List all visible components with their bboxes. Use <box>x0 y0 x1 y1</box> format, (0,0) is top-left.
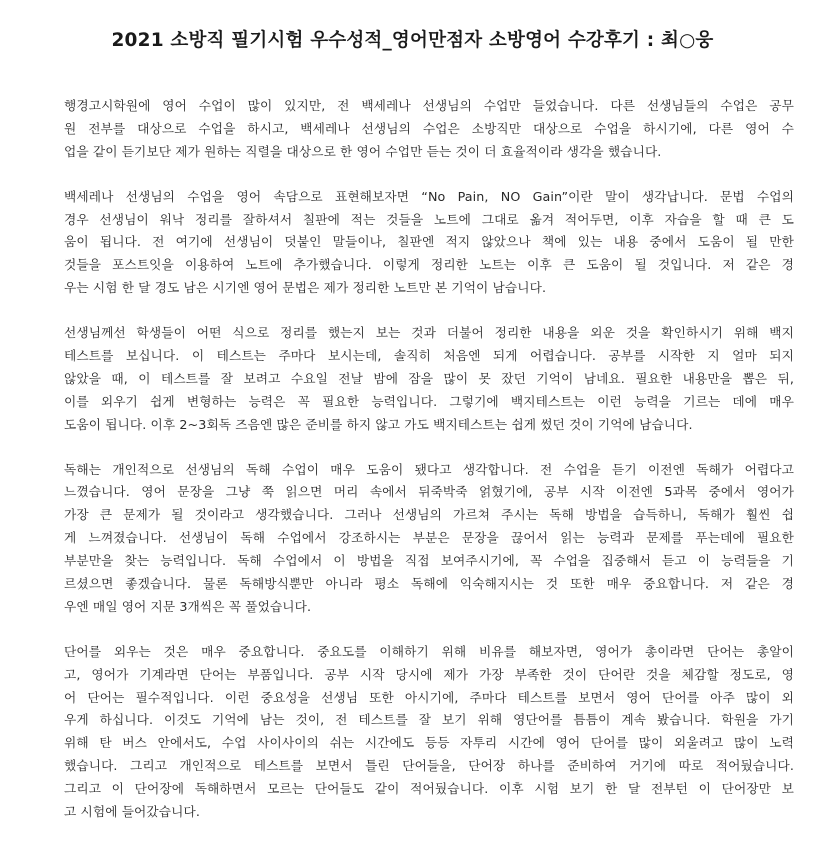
text-line: 고 시험에 들어갔습니다. <box>64 804 200 820</box>
text-line: 단어를 외우는 것은 매우 중요합니다. 중요도를 이해하기 위해 비유를 해보자면, 영어가 총이라면 단어는 총알이 <box>64 643 794 659</box>
text-line: 가장 큰 문제가 될 것이라고 생각했습니다. 그러나 선생님의 가르쳐 주시는 독해 방법을 습득하니, 독해가 훨씬 쉽 <box>64 507 794 523</box>
text-line: 행경고시학원에 영어 수업이 많이 있지만, 전 백세레나 선생님의 수업만 들었습니다. 다른 선생님들의 수업은 공무 <box>64 98 794 113</box>
text-line: 않았을 때, 이 테스트를 잘 보려고 수요일 전날 밤에 잠을 많이 못 잤던 기억이 남네요. 필요한 내용만을 뽑은 뒤, <box>64 370 794 386</box>
text-line: 게 느껴졌습니다. 선생님이 독해 수업에서 강조하시는 부분은 문장을 끊어서 읽는 능력과 문제를 푸는데에 필요한 <box>64 530 794 546</box>
text-line: 그리고 이 단어장에 독해하면서 모르는 단어들도 같이 적어뒀습니다. 이후 시험 보기 한 달 전부턴 이 단어장만 보 <box>64 781 794 797</box>
text-line: 선생님께선 학생들이 어떤 식으로 정리를 했는지 보는 것과 더불어 정리한 내용을 외운 것을 확인하시기 위해 백지 <box>64 325 794 341</box>
text-line: 르셨으면 좋겠습니다. 물론 독해방식뿐만 아니라 평소 독해에 익숙해지시는 것 또한 매우 중요합니다. 저 같은 경 <box>64 576 794 592</box>
text-line: 고, 영어가 기계라면 단어는 부품입니다. 공부 시작 당시에 제가 가장 부족한 것이 단어란 것을 체감할 정도로, 영 <box>64 666 794 682</box>
paragraph <box>64 459 794 619</box>
text-line: 부분만을 찾는 능력입니다. 독해 수업에서 이 방법을 직접 보여주시기에, 꼭 수업을 집중해서 듣고 이 능력들을 기 <box>64 553 794 569</box>
text-line: 우게 하십니다. 이것도 기억에 남는 것이, 전 테스트를 잘 보기 위해 영단어를 틈틈이 계속 봤습니다. 학원을 가기 <box>64 712 794 728</box>
text-line: 어 단어는 필수적입니다. 이런 중요성을 선생님 또한 아시기에, 주마다 테스트를 보면서 영어 단어를 아주 많이 외 <box>64 689 794 705</box>
paragraph <box>64 322 794 436</box>
text-line: 했습니다. 그리고 개인적으로 테스트를 보면서 틀린 단어들을, 단어장 하나를 준비하여 거기에 따로 적어뒀습니다. <box>64 758 794 774</box>
text-line: 테스트를 보십니다. 이 테스트는 주마다 보시는데, 솔직히 처음엔 되게 어렵습니다. 공부를 시작한 지 얼마 되지 <box>64 348 794 364</box>
text-line: 느꼈습니다. 영어 문장을 그냥 쭉 읽으면 머리 속에서 뒤죽박죽 얽혔기에, 공부 시작 이전엔 5과목 중에서 영어가 <box>64 484 794 500</box>
paragraph <box>64 95 794 164</box>
text-line: 것들을 포스트잇을 이용하여 노트에 추가했습니다. 이렇게 정리한 노트는 이후 큰 도움이 될 것입니다. 저 같은 경 <box>64 257 794 273</box>
text-line: 움이 됩니다. 전 여기에 선생님이 덧붙인 말들이나, 칠판엔 적지 않았으나 책에 있는 내용 중에서 도움이 될 만한 <box>64 234 794 250</box>
text-line: 원 전부를 대상으로 수업을 하시고, 백세레나 선생님의 수업은 소방직만 대상으로 수업을 하시기에, 다른 영어 수 <box>64 120 794 136</box>
paragraph <box>64 186 794 300</box>
text-line: 도움이 됩니다. 이후 2~3회독 즈음엔 많은 준비를 하지 않고 가도 백지테스트는 쉽게 썼던 것이 기억에 남습니다. <box>64 416 693 432</box>
document-title: 2021 소방직 필기시험 우수성적_영어만점자 소방영어 수강후기 : 최○웅 <box>111 30 714 51</box>
text-line: 백세레나 선생님의 수업을 영어 속담으로 표현해보자면 “No Pain, NO Gain”이란 말이 생각납니다. 문법 수업의 <box>64 188 794 204</box>
text-line: 위해 탄 버스 안에서도, 수업 사이사이의 쉬는 시간에도 등등 자투리 시간에 영어 단어를 많이 외울려고 많이 노력 <box>64 735 794 751</box>
text-line: 우는 시험 한 달 경도 남은 시기엔 영어 문법은 제가 정리한 노트만 본 기억이 남습니다. <box>64 280 547 296</box>
text-line: 경우 선생님이 워낙 정리를 잘하셔서 칠판에 적는 것들을 노트에 그대로 옮겨 적어두면, 이후 자습을 할 때 큰 도 <box>64 211 794 227</box>
text-line: 이를 외우기 쉽게 변형하는 능력은 꼭 필요한 능력입니다. 그렇기에 백지테스트는 이런 능력을 기르는 데에 매우 <box>64 393 794 409</box>
paragraph <box>64 641 794 824</box>
text-line: 독해는 개인적으로 선생님의 독해 수업이 매우 도움이 됐다고 생각합니다. 전 수업을 듣기 이전엔 독해가 어렵다고 <box>64 461 794 477</box>
text-line: 업을 같이 듣기보단 제가 원하는 직렬을 대상으로 한 영어 수업만 듣는 것이 더 효율적이라 생각을 했습니다. <box>64 143 662 159</box>
document-body <box>64 95 794 846</box>
text-line: 우엔 매일 영어 지문 3개씩은 꼭 풀었습니다. <box>64 598 312 614</box>
